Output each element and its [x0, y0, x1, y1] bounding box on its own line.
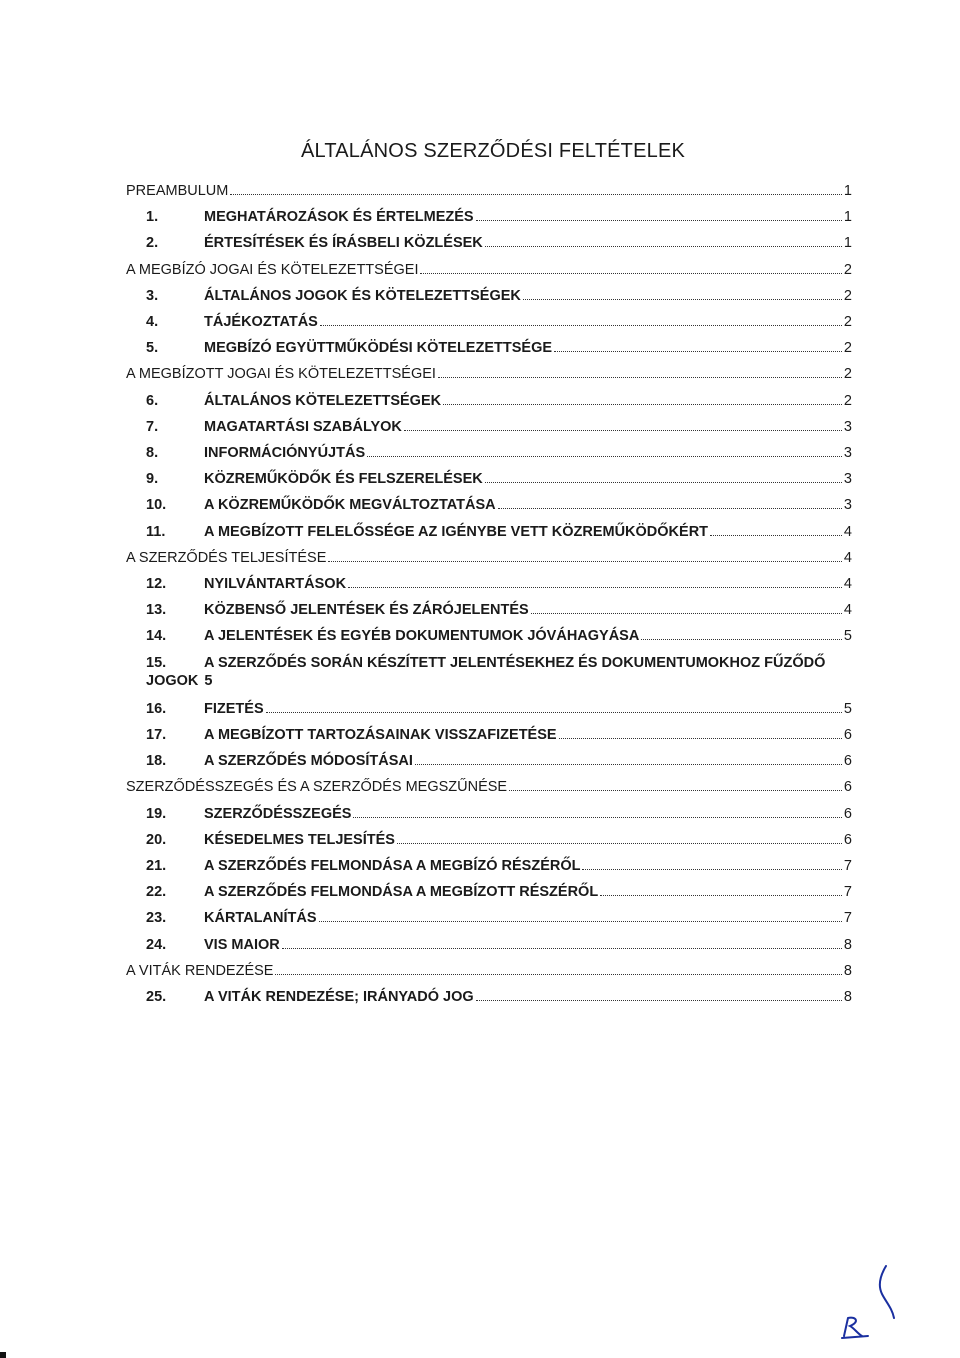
handwritten-stroke-mark: [872, 1262, 902, 1328]
toc-entry-label: ÁLTALÁNOS KÖTELEZETTSÉGEK: [204, 393, 442, 409]
toc-entry[interactable]: [146, 392, 852, 410]
toc-entry[interactable]: [146, 936, 852, 954]
toc-entry[interactable]: [146, 909, 852, 927]
toc-dot-leader: [348, 587, 842, 588]
toc-entry-label: INFORMÁCIÓNYÚJTÁS: [204, 445, 366, 461]
toc-entry-label: FIZETÉS: [204, 701, 264, 717]
toc-entry-number: 19.: [146, 806, 167, 822]
toc-entry-number: 17.: [146, 727, 167, 743]
toc-entry[interactable]: [146, 313, 852, 331]
toc-entry-label: KÖZBENSŐ JELENTÉSEK ÉS ZÁRÓJELENTÉS: [204, 602, 529, 618]
toc-section-entry[interactable]: [126, 962, 852, 980]
toc-entry-page: 5: [843, 628, 852, 644]
toc-entry-page: 7: [843, 910, 852, 926]
toc-entry-label: A MEGBÍZOTT JOGAI ÉS KÖTELEZETTSÉGEI: [126, 366, 436, 382]
toc-entry-label: KÁRTALANÍTÁS: [204, 910, 317, 926]
toc-dot-leader: [600, 895, 842, 896]
toc-dot-leader: [476, 220, 842, 221]
toc-entry-number: 9.: [146, 471, 159, 487]
toc-entry[interactable]: [146, 470, 852, 488]
toc-section-entry[interactable]: [126, 365, 852, 383]
toc-dot-leader: [531, 613, 842, 614]
toc-dot-leader: [582, 869, 841, 870]
toc-entry[interactable]: [146, 601, 852, 619]
toc-entry[interactable]: [146, 444, 852, 462]
toc-entry-label: A VITÁK RENDEZÉSE; IRÁNYADÓ JOG: [204, 989, 474, 1005]
toc-entry-page: 8: [843, 989, 852, 1005]
toc-entry-label: A MEGBÍZOTT TARTOZÁSAINAK VISSZAFIZETÉSE: [204, 727, 557, 743]
toc-entry-label: A SZERZŐDÉS SORÁN KÉSZÍTETT JELENTÉSEKHEZ ÉS DOKUMENTUMOKHOZ FŰZŐDŐ: [204, 655, 826, 671]
toc-entry[interactable]: [146, 523, 852, 541]
toc-entry-page: 7: [843, 858, 852, 874]
toc-entry-page: 6: [843, 779, 852, 795]
toc-dot-leader: [554, 351, 842, 352]
toc-dot-leader: [498, 508, 842, 509]
toc-entry-number: 24.: [146, 937, 167, 953]
toc-entry-page: 2: [843, 366, 852, 382]
toc-dot-leader: [367, 456, 842, 457]
toc-entry-page: 4: [843, 576, 852, 592]
toc-entry-number: 6.: [146, 393, 159, 409]
toc-entry-label: A SZERZŐDÉS FELMONDÁSA A MEGBÍZÓ RÉSZÉRŐL: [204, 858, 581, 874]
toc-entry-page: 1: [843, 183, 852, 199]
toc-entry-page: 1: [843, 235, 852, 251]
toc-entry-number: 20.: [146, 832, 167, 848]
toc-entry-label: A SZERZŐDÉS FELMONDÁSA A MEGBÍZOTT RÉSZÉRŐL: [204, 884, 599, 900]
toc-entry[interactable]: [146, 208, 852, 226]
toc-entry-number: 11.: [146, 524, 166, 540]
toc-dot-leader: [275, 974, 841, 975]
toc-entry[interactable]: [146, 339, 852, 357]
scan-edge-mark: [0, 1352, 6, 1358]
toc-entry-page: 2: [843, 314, 852, 330]
toc-dot-leader: [476, 1000, 842, 1001]
toc-entry-wrapped: [146, 654, 846, 690]
toc-entry-page: 3: [843, 419, 852, 435]
toc-entry-number: 15.: [146, 655, 167, 671]
toc-dot-leader: [319, 921, 842, 922]
toc-entry-page: 3: [843, 471, 852, 487]
toc-entry-number: 13.: [146, 602, 167, 618]
toc-entry-label: KÖZREMŰKÖDŐK ÉS FELSZERELÉSEK: [204, 471, 483, 487]
toc-entry[interactable]: [146, 700, 852, 718]
toc-entry-page: 3: [843, 445, 852, 461]
toc-entry-page: 3: [843, 497, 852, 513]
toc-entry-label: MAGATARTÁSI SZABÁLYOK: [204, 419, 402, 435]
toc-entry-label: NYILVÁNTARTÁSOK: [204, 576, 347, 592]
toc-dot-leader: [438, 377, 842, 378]
toc-entry-page: 5: [843, 701, 852, 717]
toc-entry-label: MEGHATÁROZÁSOK ÉS ÉRTELMEZÉS: [204, 209, 474, 225]
toc-entry-page: 8: [843, 937, 852, 953]
toc-entry-page: 6: [843, 806, 852, 822]
toc-entry-number: 21.: [146, 858, 167, 874]
document-title: ÁLTALÁNOS SZERZŐDÉSI FELTÉTELEK: [300, 140, 686, 162]
toc-entry-label: KÉSEDELMES TELJESÍTÉS: [204, 832, 395, 848]
toc-entry[interactable]: [146, 726, 852, 744]
toc-entry-number: 3.: [146, 288, 159, 304]
toc-entry-number: 18.: [146, 753, 167, 769]
toc-dot-leader: [420, 273, 841, 274]
toc-section-entry[interactable]: [126, 778, 852, 796]
toc-entry-label-continued: JOGOK: [146, 673, 199, 689]
toc-entry[interactable]: [146, 496, 852, 514]
toc-dot-leader: [443, 404, 842, 405]
toc-entry-label: A VITÁK RENDEZÉSE: [126, 963, 274, 979]
toc-entry-number: 16.: [146, 701, 167, 717]
toc-entry-label: A MEGBÍZOTT FELELŐSSÉGE AZ IGÉNYBE VETT KÖZREMŰKÖDŐKÉRT: [204, 524, 709, 540]
toc-entry-number: 5.: [146, 340, 159, 356]
toc-entry-label: A JELENTÉSEK ÉS EGYÉB DOKUMENTUMOK JÓVÁHAGYÁSA: [204, 628, 640, 644]
toc-entry-page: 5: [204, 673, 213, 689]
toc-entry-number: 25.: [146, 989, 167, 1005]
toc-dot-leader: [710, 535, 842, 536]
toc-entry[interactable]: [146, 627, 852, 645]
toc-dot-leader: [415, 764, 842, 765]
toc-entry[interactable]: [146, 418, 852, 436]
toc-entry[interactable]: [146, 287, 852, 305]
toc-dot-leader: [404, 430, 842, 431]
toc-entry-number: 23.: [146, 910, 167, 926]
toc-entry-number: 4.: [146, 314, 159, 330]
toc-entry-number: 14.: [146, 628, 167, 644]
toc-entry-label: A SZERZŐDÉS MÓDOSÍTÁSAI: [204, 753, 413, 769]
toc-entry[interactable]: [146, 805, 852, 823]
toc-entry-page: 2: [843, 340, 852, 356]
toc-dot-leader: [397, 843, 842, 844]
toc-dot-leader: [230, 194, 842, 195]
toc-dot-leader: [509, 790, 842, 791]
toc-entry-page: 8: [843, 963, 852, 979]
toc-entry-page: 2: [843, 262, 852, 278]
toc-entry-label: A MEGBÍZÓ JOGAI ÉS KÖTELEZETTSÉGEI: [126, 262, 419, 278]
toc-entry-number: 10.: [146, 497, 167, 513]
toc-entry-number: 8.: [146, 445, 159, 461]
toc-section-entry[interactable]: [126, 182, 852, 200]
toc-entry-label: SZERZŐDÉSSZEGÉS ÉS A SZERZŐDÉS MEGSZŰNÉSE: [126, 779, 508, 795]
toc-entry-label: ÁLTALÁNOS JOGOK ÉS KÖTELEZETTSÉGEK: [204, 288, 521, 304]
toc-entry-page: 4: [843, 550, 852, 566]
toc-entry[interactable]: [146, 988, 852, 1006]
toc-dot-leader: [282, 948, 842, 949]
toc-entry-number: 2.: [146, 235, 159, 251]
toc-entry-label: ÉRTESÍTÉSEK ÉS ÍRÁSBELI KÖZLÉSEK: [204, 235, 483, 251]
toc-entry[interactable]: [146, 831, 852, 849]
toc-entry-page: 4: [843, 602, 852, 618]
toc-section-entry[interactable]: [126, 261, 852, 279]
toc-dot-leader: [523, 299, 842, 300]
toc-entry[interactable]: [146, 234, 852, 252]
toc-entry-label: SZERZŐDÉSSZEGÉS: [204, 806, 352, 822]
toc-dot-leader: [266, 712, 842, 713]
toc-entry-label: MEGBÍZÓ EGYÜTTMŰKÖDÉSI KÖTELEZETTSÉGE: [204, 340, 553, 356]
toc-entry-number: 12.: [146, 576, 167, 592]
toc-dot-leader: [353, 817, 841, 818]
toc-entry-number: 7.: [146, 419, 159, 435]
toc-entry-page: 1: [843, 209, 852, 225]
toc-dot-leader: [328, 561, 842, 562]
toc-entry[interactable]: [146, 883, 852, 901]
toc-entry-page: 2: [843, 288, 852, 304]
toc-entry-label: VIS MAIOR: [204, 937, 280, 953]
toc-entry[interactable]: [146, 857, 852, 875]
toc-entry-page: 4: [843, 524, 852, 540]
toc-entry[interactable]: [146, 752, 852, 770]
toc-dot-leader: [320, 325, 842, 326]
toc-entry-number: 1.: [146, 209, 159, 225]
handwritten-initials-mark: [838, 1312, 872, 1346]
toc-entry-label: PREAMBULUM: [126, 183, 229, 199]
toc-dot-leader: [485, 482, 842, 483]
toc-entry-page: 6: [843, 727, 852, 743]
toc-entry-label: TÁJÉKOZTATÁS: [204, 314, 318, 330]
toc-entry-page: 2: [843, 393, 852, 409]
toc-dot-leader: [559, 738, 842, 739]
toc-dot-leader: [485, 246, 842, 247]
toc-entry-number: 22.: [146, 884, 167, 900]
toc-entry-page: 6: [843, 753, 852, 769]
toc-entry[interactable]: [146, 575, 852, 593]
toc-entry-label: A KÖZREMŰKÖDŐK MEGVÁLTOZTATÁSA: [204, 497, 496, 513]
toc-entry-page: 7: [843, 884, 852, 900]
toc-dot-leader: [641, 639, 842, 640]
toc-entry-label: A SZERZŐDÉS TELJESÍTÉSE: [126, 550, 327, 566]
toc-entry-page: 6: [843, 832, 852, 848]
toc-section-entry[interactable]: [126, 549, 852, 567]
